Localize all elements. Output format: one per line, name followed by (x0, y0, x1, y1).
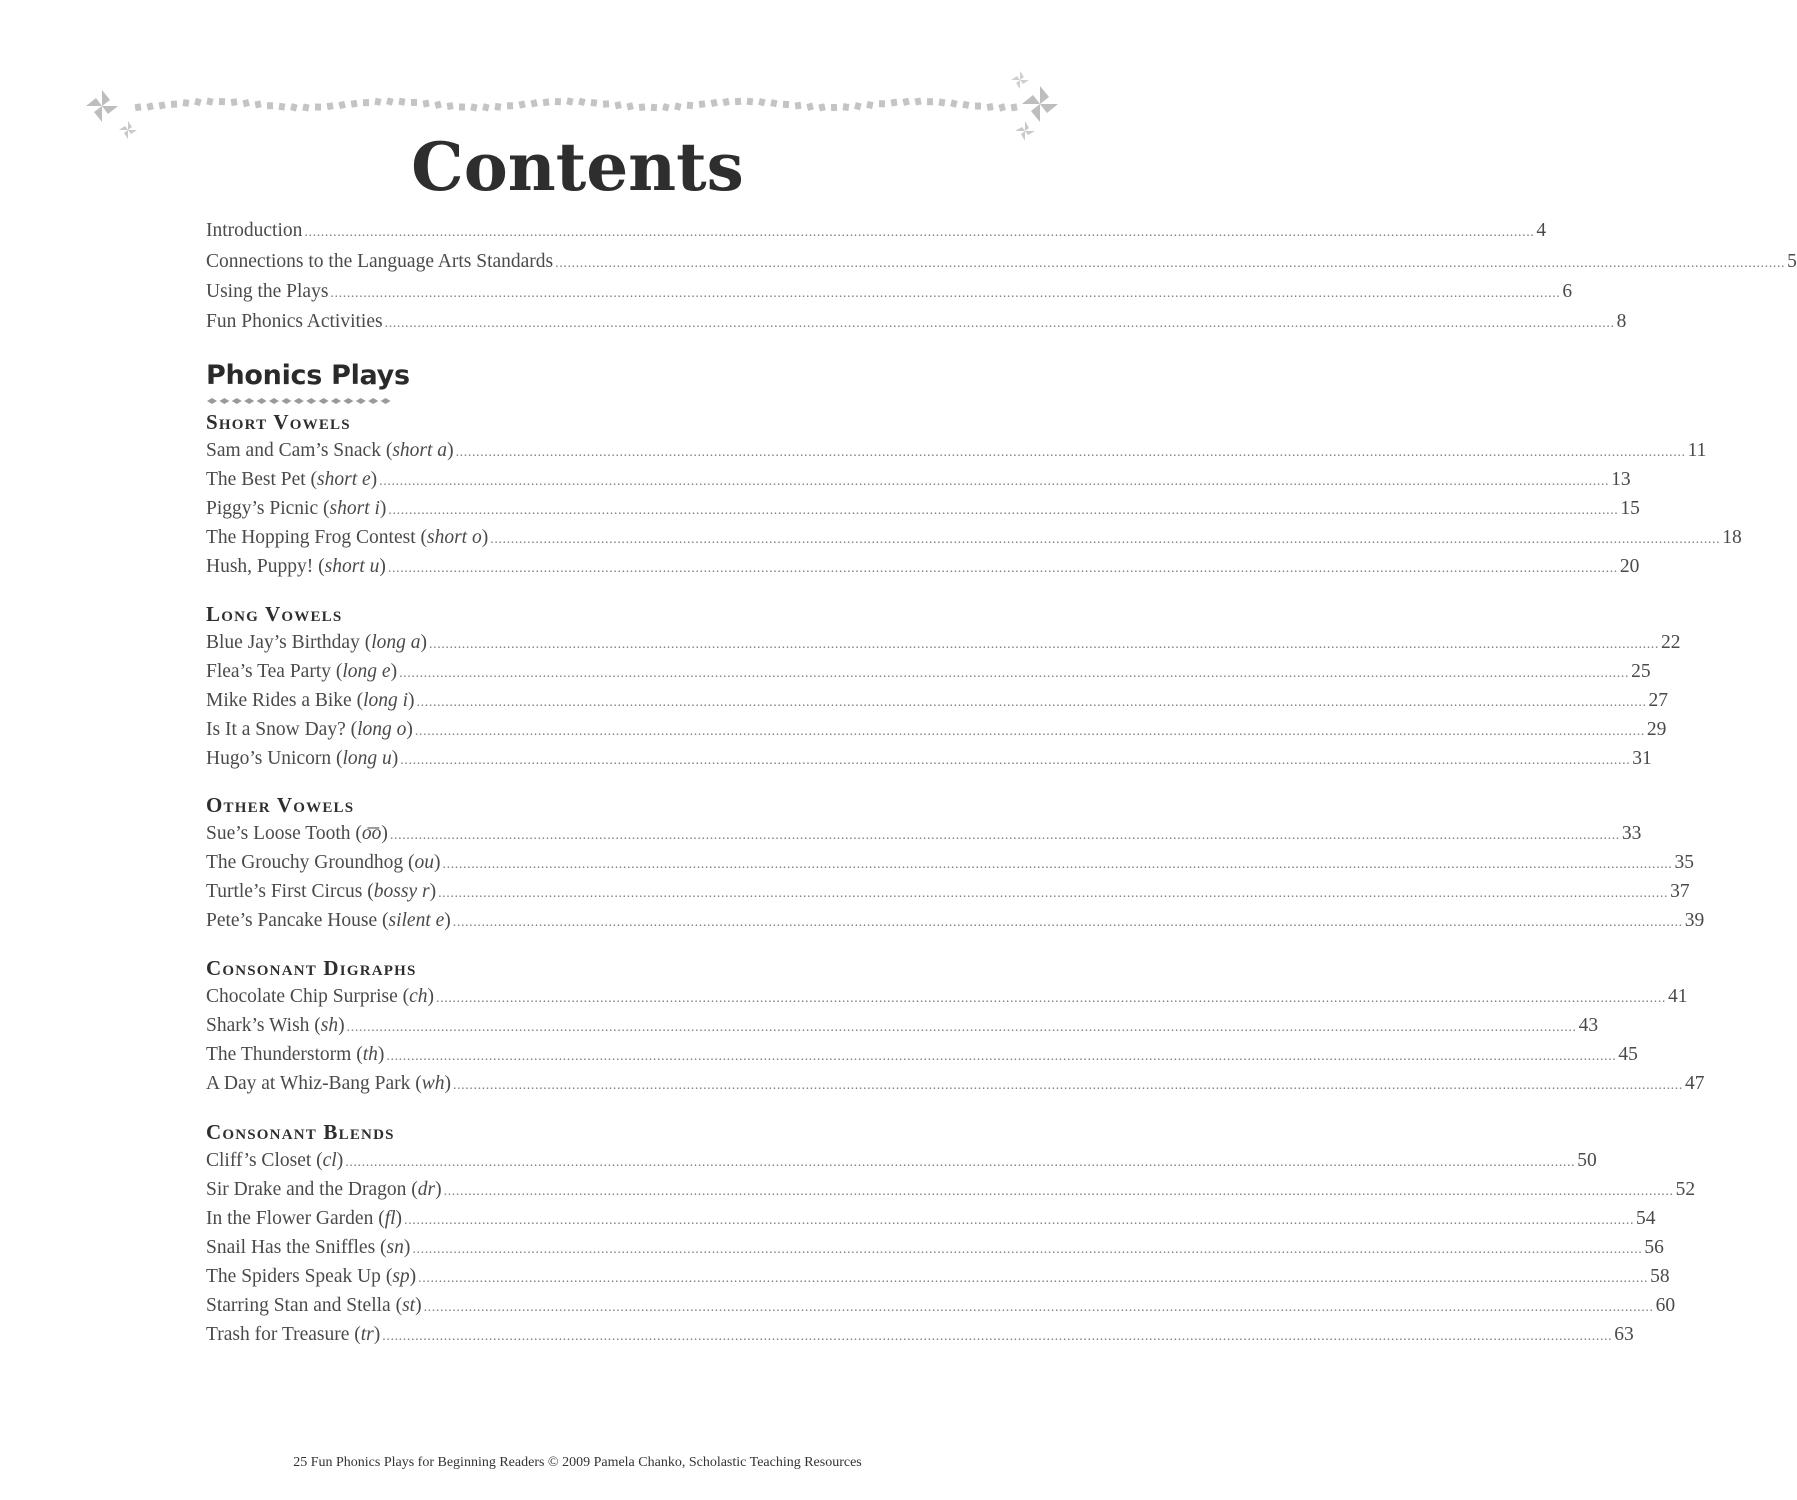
dot-leader: ............................................................................................................................................................................................................................................................................................................ (389, 828, 1620, 843)
entry-sound-text: bossy r (373, 881, 430, 902)
entry-title-text: Turtle’s First Circus (206, 881, 363, 902)
dot-leader: ............................................................................................................................................................................................................................................................................................................ (452, 915, 1683, 930)
toc-entry[interactable] (206, 1044, 1638, 1066)
toc-entry[interactable] (206, 251, 1797, 273)
page-number: 37 (1670, 881, 1690, 902)
dot-leader: ............................................................................................................................................................................................................................................................................................................ (399, 666, 1630, 681)
toc-entry-title: Hugo’s Unicorn (long u) (206, 748, 399, 769)
page-number: 4 (1536, 220, 1547, 241)
dot-leader: ............................................................................................................................................................................................................................................................................................................ (304, 225, 1535, 240)
dot-leader: ............................................................................................................................................................................................................................................................................................................ (379, 474, 1610, 489)
page-number: 20 (1619, 556, 1640, 577)
entry-title-text: Chocolate Chip Surprise (206, 986, 398, 1007)
toc-entry[interactable] (206, 220, 1547, 242)
entry-title-text: The Best Pet (206, 469, 306, 490)
toc-entry-title: Piggy’s Picnic (short i) (206, 498, 387, 519)
dot-leader: ............................................................................................................................................................................................................................................................................................................ (438, 886, 1669, 901)
entry-title-text: Connections to the Language Arts Standards (206, 251, 554, 272)
toc-entry[interactable] (206, 1073, 1705, 1095)
decorative-diamond-rule (206, 396, 396, 406)
toc-entry[interactable] (206, 469, 1631, 491)
entry-sound-text: dr (417, 1179, 436, 1200)
entry-sound-text: ou (414, 852, 434, 873)
entry-title-text: Shark’s Wish (206, 1015, 310, 1036)
toc-entry[interactable] (206, 1179, 1696, 1201)
dot-leader: ............................................................................................................................................................................................................................................................................................................ (416, 695, 1647, 710)
toc-entry-title: Pete’s Pancake House (silent e) (206, 910, 451, 931)
entry-sound-text: short o (427, 527, 482, 548)
page-number: 58 (1650, 1266, 1670, 1287)
page-number: 63 (1614, 1324, 1634, 1345)
entry-sound-text: sh (320, 1015, 339, 1036)
dot-leader: ............................................................................................................................................................................................................................................................................................................ (346, 1020, 1577, 1035)
toc-entry[interactable] (206, 527, 1742, 549)
dot-leader: ............................................................................................................................................................................................................................................................................................................ (384, 316, 1615, 331)
toc-entry[interactable] (206, 632, 1681, 654)
dot-leader: ............................................................................................................................................................................................................................................................................................................ (555, 256, 1786, 271)
toc-entry[interactable] (206, 281, 1573, 303)
entry-title-text: Snail Has the Sniffles (206, 1237, 376, 1258)
toc-entry-title (206, 220, 302, 242)
dot-leader: ............................................................................................................................................................................................................................................................................................................ (400, 753, 1631, 768)
page-number: 60 (1655, 1295, 1676, 1316)
dot-leader: ............................................................................................................................................................................................................................................................................................................ (455, 445, 1686, 460)
toc-entry[interactable] (206, 986, 1688, 1008)
entry-title-text: Hush, Puppy! (206, 556, 314, 577)
page-number: 50 (1577, 1150, 1597, 1171)
toc-entry[interactable] (206, 1324, 1634, 1346)
dot-leader: ............................................................................................................................................................................................................................................................................................................ (414, 724, 1645, 739)
entry-title-text: Pete’s Pancake House (206, 910, 378, 931)
entry-title-text: Mike Rides a Bike (206, 690, 352, 711)
entry-sound-text: sn (386, 1237, 404, 1258)
entry-sound-text: silent e (388, 910, 445, 931)
entry-sound-text: wh (421, 1073, 445, 1094)
toc-entry-title: Chocolate Chip Surprise (ch) (206, 986, 435, 1007)
page-number: 43 (1578, 1015, 1599, 1036)
dot-leader: ............................................................................................................................................................................................................................................................................................................ (404, 1213, 1635, 1228)
page-number: 5 (1787, 251, 1797, 272)
dot-leader: ............................................................................................................................................................................................................................................................................................................ (490, 532, 1721, 547)
section-heading-phonics-plays: Phonics Plays (206, 360, 410, 391)
toc-entry[interactable] (206, 823, 1642, 845)
entry-title-text: Using the Plays (206, 281, 329, 302)
dot-leader: ............................................................................................................................................................................................................................................................................................................ (330, 286, 1561, 301)
entry-sound-text: cl (322, 1150, 337, 1171)
entry-sound-text: long i (363, 690, 409, 711)
toc-entry-title: Starring Stan and Stella (st) (206, 1295, 422, 1316)
page-number: 39 (1684, 910, 1705, 931)
entry-title-text: Is It a Snow Day? (206, 719, 346, 740)
dot-leader: ............................................................................................................................................................................................................................................................................................................ (436, 991, 1667, 1006)
page-number: 33 (1621, 823, 1642, 844)
toc-entry-title: Shark’s Wish (sh) (206, 1015, 345, 1036)
toc-entry[interactable] (206, 1266, 1670, 1288)
page-number: 52 (1675, 1179, 1696, 1200)
toc-entry-title: Sir Drake and the Dragon (dr) (206, 1179, 442, 1200)
dot-leader: ............................................................................................................................................................................................................................................................................................................ (412, 1242, 1643, 1257)
entry-sound-text: short i (329, 498, 380, 519)
toc-entry-title: The Thunderstorm (th) (206, 1044, 385, 1065)
page-number: 41 (1668, 986, 1688, 1007)
page-number: 8 (1616, 311, 1627, 332)
toc-entry[interactable] (206, 661, 1651, 683)
toc-entry[interactable] (206, 719, 1667, 741)
entry-title-text: Introduction (206, 220, 303, 241)
toc-entry-title: Mike Rides a Bike (long i) (206, 690, 415, 711)
entry-title-text: Sam and Cam’s Snack (206, 440, 381, 461)
section-heading: Consonant Digraphs (206, 956, 417, 980)
entry-title-text: A Day at Whiz-Bang Park (206, 1073, 411, 1094)
toc-entry-title (206, 251, 553, 273)
entry-title-text: Sir Drake and the Dragon (206, 1179, 407, 1200)
pinwheel-icon (1022, 86, 1058, 122)
pinwheel-icon (86, 90, 118, 122)
entry-sound-text: tr (360, 1324, 374, 1345)
entry-sound-text: st (402, 1295, 416, 1316)
entry-sound-text: sp (392, 1266, 410, 1287)
entry-title-text: Piggy’s Picnic (206, 498, 319, 519)
page-number: 22 (1661, 632, 1681, 653)
page-number: 27 (1648, 690, 1669, 711)
toc-entry-title: Sam and Cam’s Snack (short a) (206, 440, 454, 461)
toc-entry-title: The Hopping Frog Contest (short o) (206, 527, 489, 548)
section-heading: Short Vowels (206, 410, 351, 434)
entry-sound-text: th (362, 1044, 378, 1065)
dot-leader: ............................................................................................................................................................................................................................................................................................................ (452, 1078, 1683, 1093)
toc-entry[interactable] (206, 852, 1694, 874)
toc-entry-title: The Best Pet (short e) (206, 469, 378, 490)
entry-title-text: Flea’s Tea Party (206, 661, 331, 682)
toc-entry-title: In the Flower Garden (fl) (206, 1208, 403, 1229)
entry-sound-text: fl (384, 1208, 396, 1229)
dot-leader: ............................................................................................................................................................................................................................................................................................................ (418, 1271, 1649, 1286)
toc-entry-title: Is It a Snow Day? (long o) (206, 719, 413, 740)
toc-entry-title: Turtle’s First Circus (bossy r) (206, 881, 437, 902)
toc-entry-title: The Grouchy Groundhog (ou) (206, 852, 441, 873)
toc-entry-title: Hush, Puppy! (short u) (206, 556, 386, 577)
toc-entry[interactable] (206, 881, 1690, 903)
page-number: 15 (1620, 498, 1640, 519)
toc-entry-title: A Day at Whiz-Bang Park (wh) (206, 1073, 451, 1094)
toc-entry[interactable] (206, 910, 1705, 932)
entry-title-text: Sue’s Loose Tooth (206, 823, 351, 844)
pinwheel-icon (1011, 71, 1029, 89)
toc-entry-title (206, 311, 383, 333)
page-footer: 25 Fun Phonics Plays for Beginning Readers © 2009 Pamela Chanko, Scholastic Teaching Resources (293, 1455, 862, 1470)
section-heading: Long Vowels (206, 602, 343, 626)
entry-title-text: The Hopping Frog Contest (206, 527, 416, 548)
entry-sound-text: o͞o (361, 823, 382, 844)
page-number: 54 (1636, 1208, 1656, 1229)
toc-entry[interactable] (206, 440, 1707, 462)
page-number: 13 (1611, 469, 1631, 490)
entry-sound-text: long e (342, 661, 391, 682)
toc-entry-title: Blue Jay’s Birthday (long a) (206, 632, 427, 653)
page-number: 35 (1674, 852, 1694, 873)
page-number: 56 (1644, 1237, 1664, 1258)
toc-entry-title: Trash for Treasure (tr) (206, 1324, 381, 1345)
entry-title-text: The Thunderstorm (206, 1044, 352, 1065)
dot-leader: ............................................................................................................................................................................................................................................................................................................ (442, 857, 1673, 872)
toc-entry-title: Flea’s Tea Party (long e) (206, 661, 398, 682)
entry-title-text: In the Flower Garden (206, 1208, 374, 1229)
entry-title-text: The Spiders Speak Up (206, 1266, 381, 1287)
page-number: 6 (1562, 281, 1573, 302)
toc-entry-title: Snail Has the Sniffles (sn) (206, 1237, 411, 1258)
entry-title-text: Cliff’s Closet (206, 1150, 312, 1171)
toc-entry[interactable] (206, 690, 1669, 712)
dot-leader: ............................................................................................................................................................................................................................................................................................................ (388, 503, 1619, 518)
toc-entry[interactable] (206, 1208, 1656, 1230)
entry-title-text: Trash for Treasure (206, 1324, 350, 1345)
entry-sound-text: short e (317, 469, 371, 490)
toc-entry[interactable] (206, 498, 1640, 520)
page-number: 18 (1722, 527, 1742, 548)
toc-entry-title: Sue’s Loose Tooth (o͞o) (206, 823, 388, 844)
section-heading: Consonant Blends (206, 1120, 395, 1144)
dot-leader: ............................................................................................................................................................................................................................................................................................................ (382, 1329, 1613, 1344)
entry-sound-text: long a (371, 632, 421, 653)
page-number: 29 (1646, 719, 1667, 740)
entry-title-text: The Grouchy Groundhog (206, 852, 404, 873)
section-heading: Other Vowels (206, 793, 355, 817)
toc-entry-title: The Spiders Speak Up (sp) (206, 1266, 417, 1287)
dot-leader: ............................................................................................................................................................................................................................................................................................................ (386, 1049, 1617, 1064)
toc-entry-title (206, 281, 328, 303)
entry-sound-text: long u (342, 748, 392, 769)
entry-title-text: Fun Phonics Activities (206, 311, 383, 332)
toc-entry[interactable] (206, 311, 1627, 333)
dot-leader: ............................................................................................................................................................................................................................................................................................................ (387, 561, 1618, 576)
page-number: 31 (1632, 748, 1652, 769)
toc-entry[interactable] (206, 1015, 1599, 1037)
page-number: 11 (1687, 440, 1707, 461)
toc-entry[interactable] (206, 1150, 1597, 1172)
dot-leader: ............................................................................................................................................................................................................................................................................................................ (443, 1184, 1674, 1199)
toc-entry[interactable] (206, 1237, 1664, 1259)
entry-sound-text: ch (409, 986, 428, 1007)
page-number: 47 (1684, 1073, 1705, 1094)
page-title: Contents (411, 128, 744, 206)
dot-leader: ............................................................................................................................................................................................................................................................................................................ (429, 637, 1659, 652)
entry-title-text: Hugo’s Unicorn (206, 748, 332, 769)
page-number: 45 (1618, 1044, 1638, 1065)
toc-entry[interactable] (206, 1295, 1676, 1317)
dot-leader: ............................................................................................................................................................................................................................................................................................................ (423, 1300, 1654, 1315)
entry-sound-text: long o (357, 719, 407, 740)
dot-leader: ............................................................................................................................................................................................................................................................................................................ (345, 1155, 1576, 1170)
entry-title-text: Blue Jay’s Birthday (206, 632, 360, 653)
entry-title-text: Starring Stan and Stella (206, 1295, 391, 1316)
toc-entry[interactable] (206, 556, 1640, 578)
entry-sound-text: short u (324, 556, 380, 577)
entry-sound-text: short a (392, 440, 448, 461)
toc-entry-title: Cliff’s Closet (cl) (206, 1150, 344, 1171)
page-number: 25 (1631, 661, 1651, 682)
toc-entry[interactable] (206, 748, 1652, 770)
